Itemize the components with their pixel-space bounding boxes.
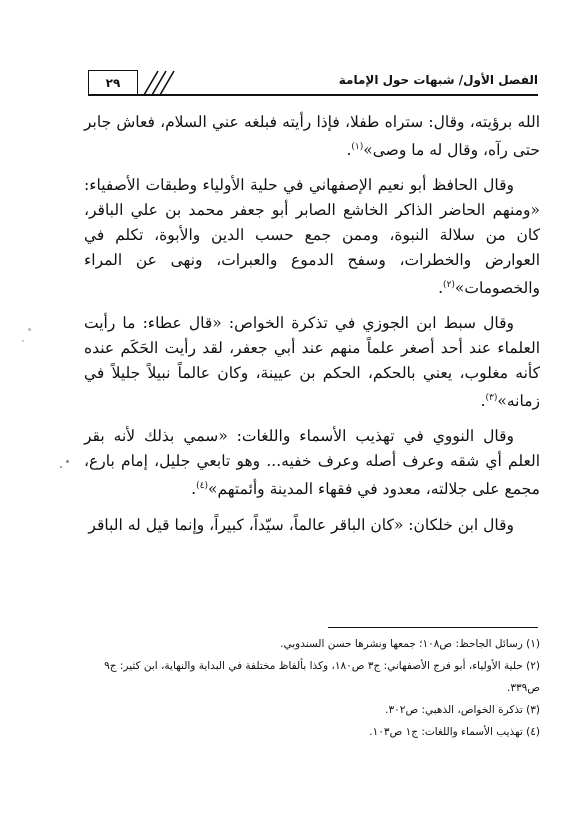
paragraph: الله برؤيته، وقال: ستراه طفلا، فإذا رأيته فبلغه عني السلام، فعاش جابر حتى رآه، وقال له ما وصى»$^{(١)}$.	[84, 113, 540, 160]
footnote: (٢) حلية الأولياء، أبو فرج الأصفهاني: ج٣ ص١٨٠، وكذا بألفاظ مختلفة في البداية والنهاية، ابن كثير: ج٩ ص٣٣٩.	[104, 660, 540, 694]
footnote: (٤) تهذيب الأسماء واللغات: ج١ ص١٠٣.	[369, 726, 540, 738]
footnote-ref: (٢)	[443, 280, 455, 291]
footnote-ref: (٤)	[196, 481, 208, 492]
paragraph: وقال الحافظ أبو نعيم الإصفهاني في حلية الأولياء وطبقات الأصفياء: «ومنهم الحاضر الذاكر الخاشع الصابر أبو جعفر محمد بن علي الباقر، كان من سلالة النبوة، وممن جمع حسب الدين والأبوة، تكلم في العوارض والخطرات، وسفح الدموع والعبرات، ونهى عن المراء والخصومات»$^{(٢)}$.	[84, 176, 540, 298]
chapter-title: الفصل الأول/ شبهات حول الإمامة	[338, 73, 538, 87]
footnote-ref: (٣)	[485, 393, 498, 404]
footnote: (٣) تذكرة الخواص، الذهبي: ص٣٠٢.	[385, 704, 540, 716]
page-number: ٢٩	[88, 70, 138, 95]
footnote-separator	[328, 627, 538, 628]
scan-speck	[22, 340, 24, 342]
scan-speck	[28, 328, 31, 331]
header-slashes-ornament	[140, 70, 184, 96]
paragraph: وقال النووي في تهذيب الأسماء واللغات: «سمي بذلك لأنه بقر العلم أي شقه وعرف أصله وعرف خفيه... وهو تابعي جليل، إمام بارع، مجمع على جلالته، معدود في فقهاء المدينة وأئمتهم»$^{(٤)}$.	[84, 427, 540, 499]
footnote-ref: (١)	[351, 142, 364, 152]
running-header	[88, 70, 538, 96]
main-text	[84, 110, 540, 548]
footnotes	[84, 633, 540, 743]
footnote: (١) رسائل الجاحظ: ص١٠٨؛ جمعها ونشرها حسن السندوبي.	[280, 638, 540, 650]
paragraph: وقال ابن خلكان: «كان الباقر عالماً، سيّداً، كبيراً، وإنما قيل له الباقر	[88, 515, 514, 534]
scan-speck	[66, 460, 69, 463]
paragraph: وقال سبط ابن الجوزي في تذكرة الخواص: «قال عطاء: ما رأيت العلماء عند أحد أصغر علماً منهم عند أبي جعفر، لقد رأيت الحَكَم عنده كأنه مغلوب، يعني بالحكم، الحكم بن عيينة، وكان عالماً نبيلاً جليلاً في زمانه»$^{(٣)}$.	[84, 314, 540, 411]
scan-speck	[60, 466, 62, 468]
